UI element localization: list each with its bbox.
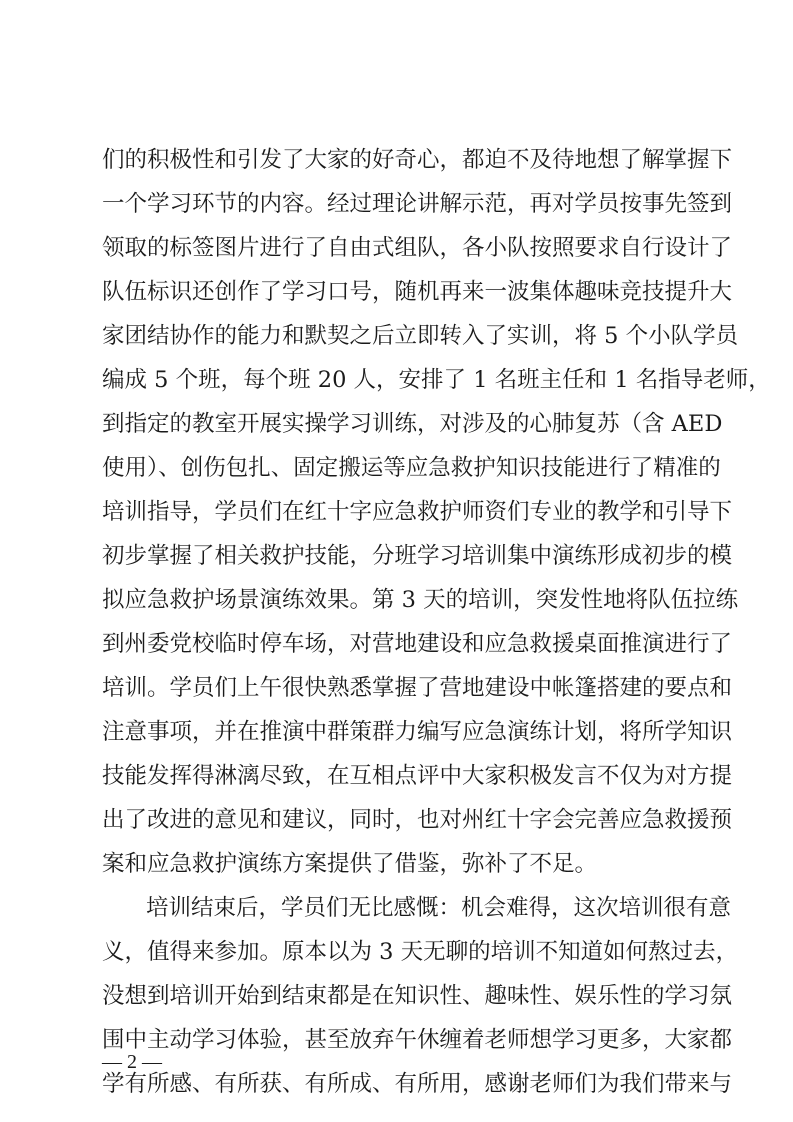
text-line: 家团结协作的能力和默契之后立即转入了实训，将 5 个小队学员 bbox=[102, 323, 739, 349]
text-line: 队伍标识还创作了学习口号，随机再来一波集体趣味竞技提升大 bbox=[102, 279, 733, 305]
text-line: 培训。学员们上午很快熟悉掌握了营地建设中帐篷搭建的要点和 bbox=[102, 675, 733, 701]
text-line: 注意事项，并在推演中群策群力编写应急演练计划，将所学知识 bbox=[102, 719, 733, 745]
text-line: 培训指导，学员们在红十字应急救护师资们专业的教学和引导下 bbox=[102, 499, 733, 525]
text-line: 使用）、创伤包扎、固定搬运等应急救护知识技能进行了精准的 bbox=[102, 455, 721, 481]
text-line: 技能发挥得淋漓尽致，在互相点评中大家积极发言不仅为对方提 bbox=[102, 763, 733, 789]
text-line: 一个学习环节的内容。经过理论讲解示范，再对学员按事先签到 bbox=[102, 191, 733, 217]
text-line: 没想到培训开始到结束都是在知识性、趣味性、娱乐性的学习氛 bbox=[102, 983, 733, 1009]
text-line: 领取的标签图片进行了自由式组队，各小队按照要求自行设计了 bbox=[102, 235, 733, 261]
text-line: 编成 5 个班，每个班 20 人，安排了 1 名班主任和 1 名指导老师， bbox=[102, 367, 771, 393]
text-line: 初步掌握了相关救护技能，分班学习培训集中演练形成初步的模 bbox=[102, 543, 733, 569]
text-line: 学有所感、有所获、有所成、有所用，感谢老师们为我们带来与 bbox=[102, 1071, 733, 1097]
text-line: 培训结束后，学员们无比感慨：机会难得，这次培训很有意 bbox=[146, 895, 732, 921]
text-line: 围中主动学习体验，甚至放弃午休缠着老师想学习更多，大家都 bbox=[102, 1027, 733, 1053]
text-line: 们的积极性和引发了大家的好奇心，都迫不及待地想了解掌握下 bbox=[102, 147, 733, 173]
text-line: 拟应急救护场景演练效果。第 3 天的培训，突发性地将队伍拉练 bbox=[102, 587, 739, 613]
text-line: 到指定的教室开展实操学习训练，对涉及的心肺复苏（含 AED bbox=[102, 411, 723, 437]
page-number: — 2 — bbox=[102, 1051, 162, 1073]
text-line: 案和应急救护演练方案提供了借鉴，弥补了不足。 bbox=[102, 851, 598, 877]
text-line: 到州委党校临时停车场，对营地建设和应急救援桌面推演进行了 bbox=[102, 631, 733, 657]
text-line: 出了改进的意见和建议，同时，也对州红十字会完善应急救援预 bbox=[102, 807, 733, 833]
text-line: 义，值得来参加。原本以为 3 天无聊的培训不知道如何熬过去， bbox=[102, 939, 739, 965]
